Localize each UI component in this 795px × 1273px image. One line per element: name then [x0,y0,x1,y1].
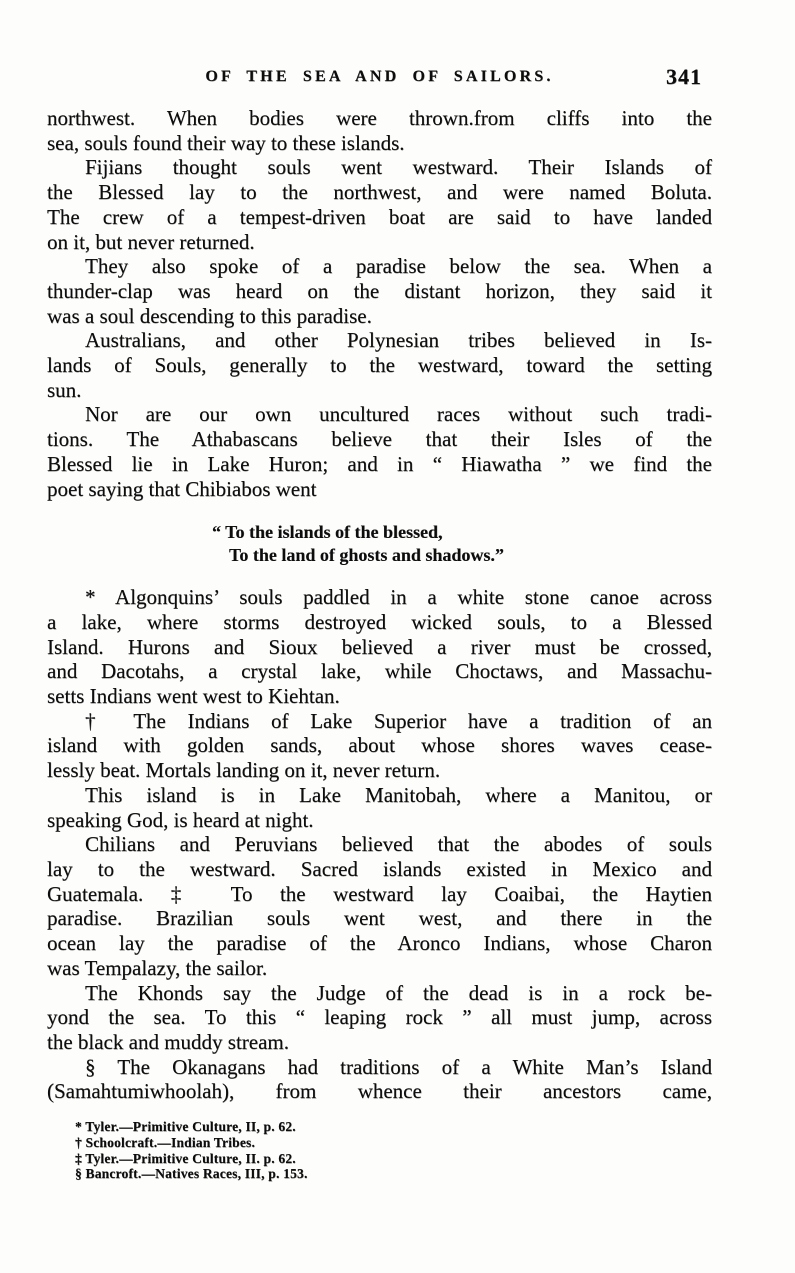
text-line: setts Indians went west to Kiehtan. [47,684,340,709]
paragraph [47,783,712,832]
text-line: paradise. Brazilian souls went west, and there in the [47,906,712,931]
text-line: thunder-clap was heard on the distant horizon, they said it [47,278,712,303]
paragraph [47,106,712,155]
text-line: Guatemala. ‡ To the westward lay Coaibai, the Haytien [47,881,712,906]
paragraph [47,585,712,709]
text-line: lessly beat. Mortals landing on it, never return. [47,758,441,783]
text-line: poet saying that Chibiabos went [47,476,317,501]
text-line: a lake, where storms destroyed wicked souls, to a Blessed [47,609,712,634]
text-line: Blessed lie in Lake Huron; and in “ Hiawatha ” we find the [47,451,712,476]
footnote-line: † Schoolcraft.—Indian Tribes. [75,1134,256,1150]
text-line: on it, but never returned. [47,229,255,254]
text-line: The Khonds say the Judge of the dead is in a rock be- [85,980,712,1005]
footnote-line: * Tyler.—Primitive Culture, II, p. 62. [75,1119,296,1134]
text-line: was a soul descending to this paradise. [47,303,372,328]
text-line: Chilians and Peruvians believed that the abodes of souls [85,832,712,857]
text-line: The crew of a tempest-driven boat are said to have landed [47,204,712,229]
paragraph [47,155,712,254]
paragraph [47,981,712,1055]
body-text [47,106,712,1104]
paragraph [47,402,712,501]
text-line: and Dacotahs, a crystal lake, while Choctaws, and Massachu- [47,659,712,684]
text-line: lay to the westward. Sacred islands existed in Mexico and [47,856,712,881]
text-line: They also spoke of a paradise below the sea. When a [85,254,712,279]
text-line: † The Indians of Lake Superior have a tradition of an [85,708,712,733]
text-line: § The Okanagans had traditions of a White Man’s Island [85,1054,712,1079]
text-line: island with golden sands, about whose shores waves cease- [47,733,712,758]
page-number: 341 [666,64,702,89]
footnote-line: § Bancroft.—Natives Races, III, p. 153. [75,1166,308,1182]
text-line: This island is in Lake Manitobah, where a Manitou, or [85,782,712,807]
verse-line: “ To the islands of the blessed, [212,522,443,543]
text-line: ocean lay the paradise of the Aronco Indians, whose Charon [47,931,712,956]
text-line: Fijians thought souls went westward. Their Islands of [85,155,712,180]
footnote-line: ‡ Tyler.—Primitive Culture, II. p. 62. [75,1150,296,1166]
text-line: Nor are our own uncultured races without such tradi- [85,402,712,427]
text-line: sea, souls found their way to these islands. [47,130,405,155]
verse-line: To the land of ghosts and shadows.” [229,545,504,566]
footnotes [75,1119,675,1182]
verse-block [212,521,712,567]
text-line: was Tempalazy, the sailor. [47,955,268,980]
text-line: speaking God, is heard at night. [47,807,314,832]
text-line: tions. The Athabascans believe that their Isles of the [47,427,712,452]
text-line: sun. [47,377,82,402]
text-line: (Samahtumiwhoolah), from whence their ancestors came, [47,1079,712,1104]
text-line: northwest. When bodies were thrown.from cliffs into the [47,106,712,130]
running-title: OF THE SEA AND OF SAILORS. [205,68,554,85]
paragraph [47,328,712,402]
text-line: the black and muddy stream. [47,1029,290,1054]
text-line: Island. Hurons and Sioux believed a river must be crossed, [47,634,712,659]
text-line: yond the sea. To this “ leaping rock ” all must jump, across [47,1005,712,1030]
page-header [47,64,712,94]
text-line: the Blessed lay to the northwest, and were named Boluta. [47,180,712,205]
paragraph [47,832,712,980]
text-line: Australians, and other Polynesian tribes believed in Is- [85,328,712,353]
paragraph [47,254,712,328]
paragraph [47,709,712,783]
paragraph [47,1055,712,1104]
text-line: lands of Souls, generally to the westward, toward the setting [47,353,712,378]
text-line: * Algonquins’ souls paddled in a white stone canoe across [85,585,712,610]
